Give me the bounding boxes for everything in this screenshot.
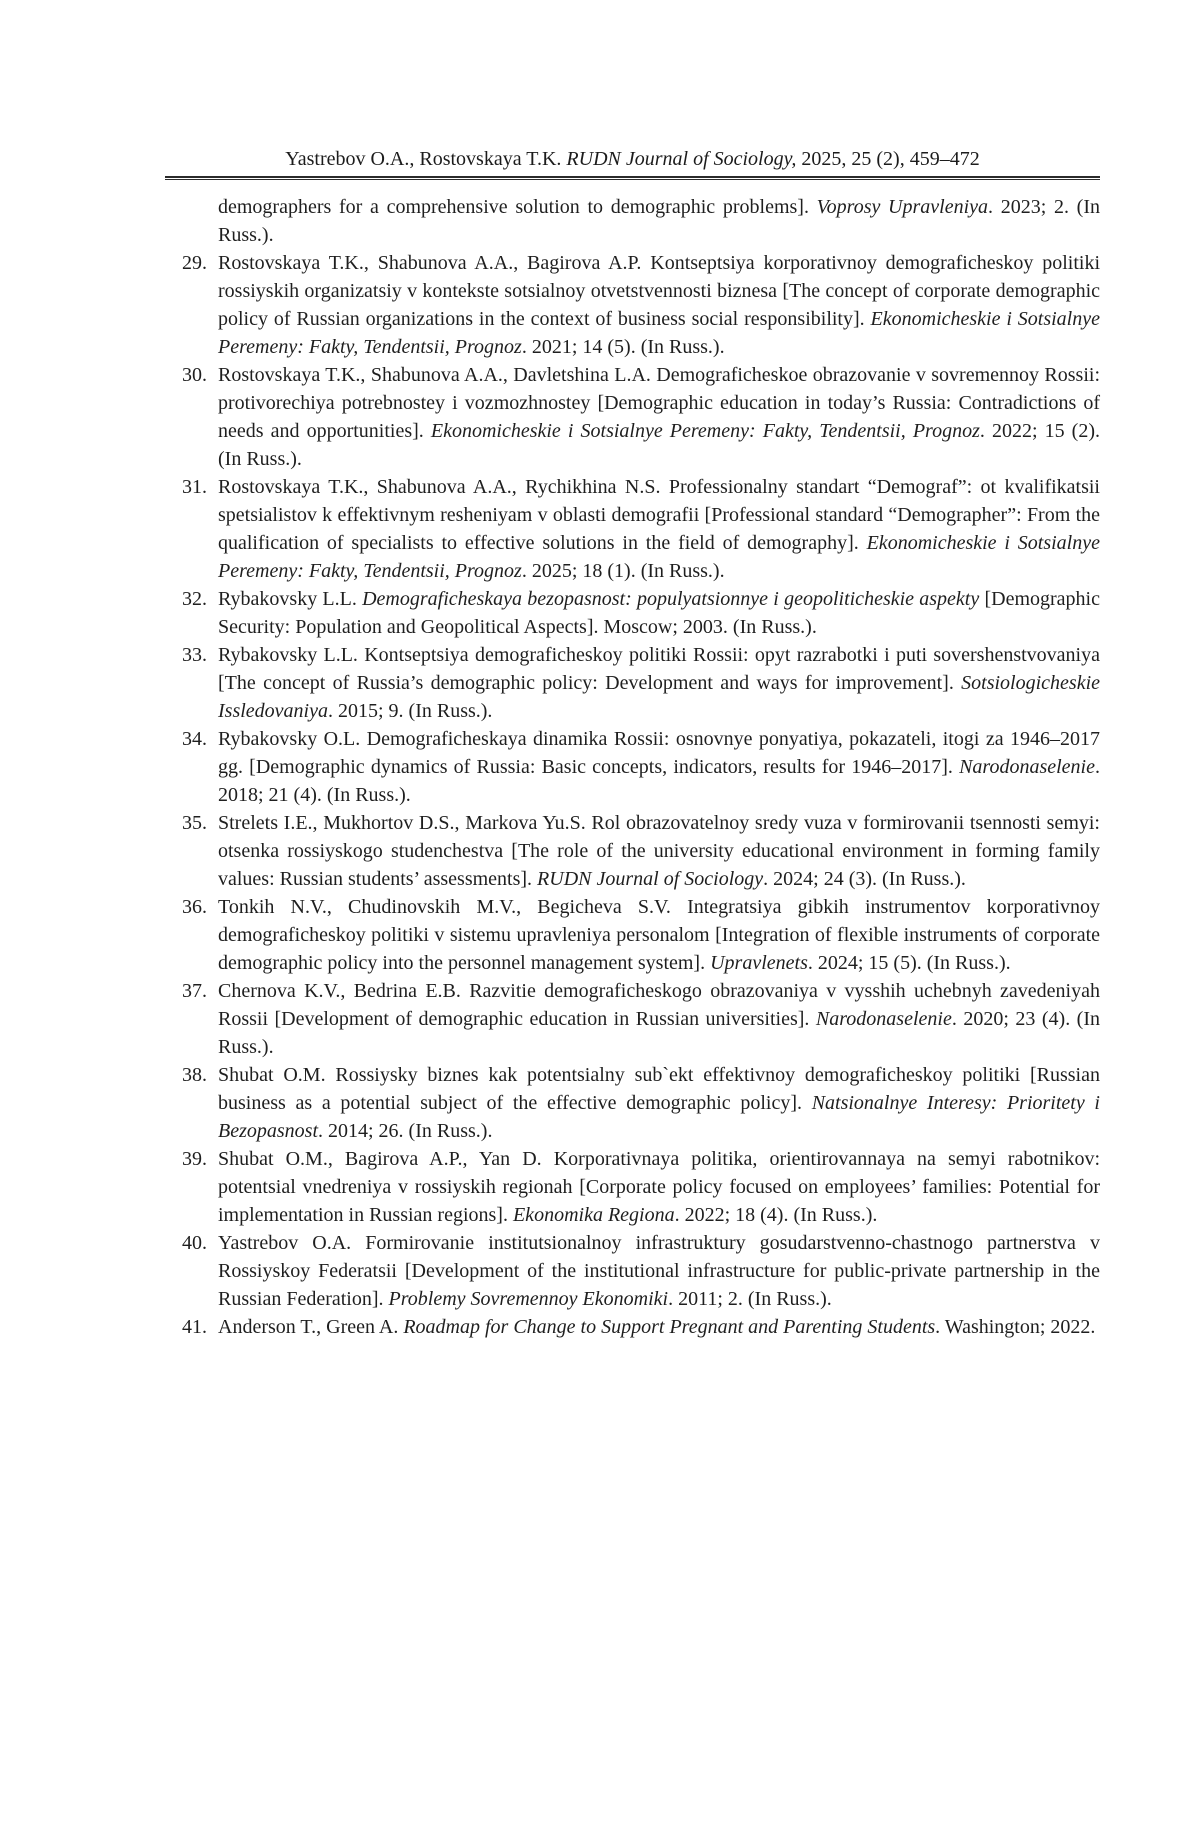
reference-text: Shubat O.M. Rossiysky biznes kak potentsialny sub`ekt effektivnoy demograficheskoy politiki [Russian business as a potential subject of the effective demographic policy]. Natsionalnye Interesy: Prioritety i Bezopasnost. 2014; 26. (In Russ.). (218, 1064, 1100, 1142)
reference-number: 35. (182, 812, 207, 834)
reference-number: 29. (182, 252, 207, 274)
paper-page (165, 0, 1100, 1341)
reference-text: Rybakovsky L.L. Kontseptsiya demograficheskoy politiki Rossii: opyt razrabotki i puti sovershenstvovaniya [The concept of Russia’s demographic policy: Development and ways for improvement]. Sotsiologicheskie Issledovaniya. 2015; 9. (In Russ.). (218, 644, 1100, 722)
header-authors: Yastrebov O.A., Rostovskaya T.K. (285, 148, 567, 170)
reference-item (165, 1145, 1100, 1229)
reference-text: Tonkih N.V., Chudinovskih M.V., Begicheva S.V. Integratsiya gibkih instrumentov korporativnoy demograficheskoy politiki v sistemu upravleniya personalom [Integration of flexible instruments of corporate demographic policy into the personnel management system]. Upravlenets. 2024; 15 (5). (In Russ.). (218, 896, 1100, 974)
reference-item (165, 977, 1100, 1061)
references-list (165, 193, 1100, 1341)
running-header (165, 148, 1100, 170)
reference-number: 37. (182, 980, 207, 1002)
reference-item (165, 585, 1100, 641)
header-rule (165, 176, 1100, 180)
reference-number: 32. (182, 588, 207, 610)
reference-text: demographers for a comprehensive solution to demographic problems]. Voprosy Upravleniya. 2023; 2. (In Russ.). (218, 196, 1101, 246)
reference-item (165, 725, 1100, 809)
reference-item (165, 809, 1100, 893)
reference-item (165, 473, 1100, 585)
reference-number: 40. (182, 1232, 207, 1254)
reference-number: 36. (182, 896, 207, 918)
reference-item (165, 249, 1100, 361)
reference-text: Yastrebov O.A. Formirovanie institutsionalnoy infrastruktury gosudarstvenno-chastnogo partnerstva v Rossiyskoy Federatsii [Development of the institutional infrastructure for public-private partnership in the Russian Federation]. Problemy Sovremennoy Ekonomiki. 2011; 2. (In Russ.). (218, 1232, 1100, 1310)
reference-number: 39. (182, 1148, 207, 1170)
reference-number: 31. (182, 476, 207, 498)
reference-text: Rybakovsky O.L. Demograficheskaya dinamika Rossii: osnovnye ponyatiya, pokazateli, itogi za 1946–2017 gg. [Demographic dynamics of Russia: Basic concepts, indicators, results for 1946–2017]. Narodonaselenie. 2018; 21 (4). (In Russ.). (218, 728, 1100, 806)
reference-item (165, 641, 1100, 725)
reference-item (165, 1313, 1100, 1341)
reference-number: 33. (182, 644, 207, 666)
header-journal-title: RUDN Journal of Sociology, (566, 148, 797, 170)
reference-number: 41. (182, 1316, 207, 1338)
reference-text: Rostovskaya T.K., Shabunova A.A., Bagirova A.P. Kontseptsiya korporativnoy demograficheskoy politiki rossiyskih organizatsiy v kontekste sotsialnoy otvetstvennosti biznesa [The concept of corporate demographic policy of Russian organizations in the context of business social responsibility]. Ekonomicheskie i Sotsialnye Peremeny: Fakty, Tendentsii, Prognoz. 2021; 14 (5). (In Russ.). (218, 252, 1100, 358)
reference-item (165, 1229, 1100, 1313)
reference-text: Rostovskaya T.K., Shabunova A.A., Rychikhina N.S. Professionalny standart “Demograf”: ot kvalifikatsii spetsialistov k effektivnym resheniyam v oblasti demografii [Professional standard “Demographer”: From the qualification of specialists to effective solutions in the field of demography]. Ekonomicheskie i Sotsialnye Peremeny: Fakty, Tendentsii, Prognoz. 2025; 18 (1). (In Russ.). (218, 476, 1100, 582)
reference-text: Shubat O.M., Bagirova A.P., Yan D. Korporativnaya politika, orientirovannaya na semyi rabotnikov: potentsial vnedreniya v rossiyskih regionah [Corporate policy focused on employees’ families: Potential for implementation in Russian regions]. Ekonomika Regiona. 2022; 18 (4). (In Russ.). (218, 1148, 1100, 1226)
reference-text: Strelets I.E., Mukhortov D.S., Markova Yu.S. Rol obrazovatelnoy sredy vuza v formirovanii tsennosti semyi: otsenka rossiyskogo studenchestva [The role of the university educational environment in forming family values: Russian students’ assessments]. RUDN Journal of Sociology. 2024; 24 (3). (In Russ.). (218, 812, 1100, 890)
reference-continuation (165, 193, 1100, 249)
reference-text: Chernova K.V., Bedrina E.B. Razvitie demograficheskogo obrazovaniya v vysshih uchebnyh zavedeniyah Rossii [Development of demographic education in Russian universities]. Narodonaselenie. 2020; 23 (4). (In Russ.). (218, 980, 1100, 1058)
reference-number: 38. (182, 1064, 207, 1086)
reference-number: 30. (182, 364, 207, 386)
reference-item (165, 1061, 1100, 1145)
reference-text: Rybakovsky L.L. Demograficheskaya bezopasnost: populyatsionnye i geopoliticheskie aspekty [Demographic Security: Population and Geopolitical Aspects]. Moscow; 2003. (In Russ.). (218, 588, 1100, 638)
reference-item (165, 361, 1100, 473)
reference-item (165, 893, 1100, 977)
reference-text: Rostovskaya T.K., Shabunova A.A., Davletshina L.A. Demograficheskoe obrazovanie v sovremennoy Rossii: protivorechiya potrebnostey i vozmozhnostey [Demographic education in today’s Russia: Contradictions of needs and opportunities]. Ekonomicheskie i Sotsialnye Peremeny: Fakty, Tendentsii, Prognoz. 2022; 15 (2). (In Russ.). (218, 364, 1100, 470)
reference-text: Anderson T., Green A. Roadmap for Change to Support Pregnant and Parenting Students. Washington; 2022. (218, 1316, 1096, 1338)
header-issue-info: 2025, 25 (2), 459–472 (796, 148, 980, 170)
reference-number: 34. (182, 728, 207, 750)
